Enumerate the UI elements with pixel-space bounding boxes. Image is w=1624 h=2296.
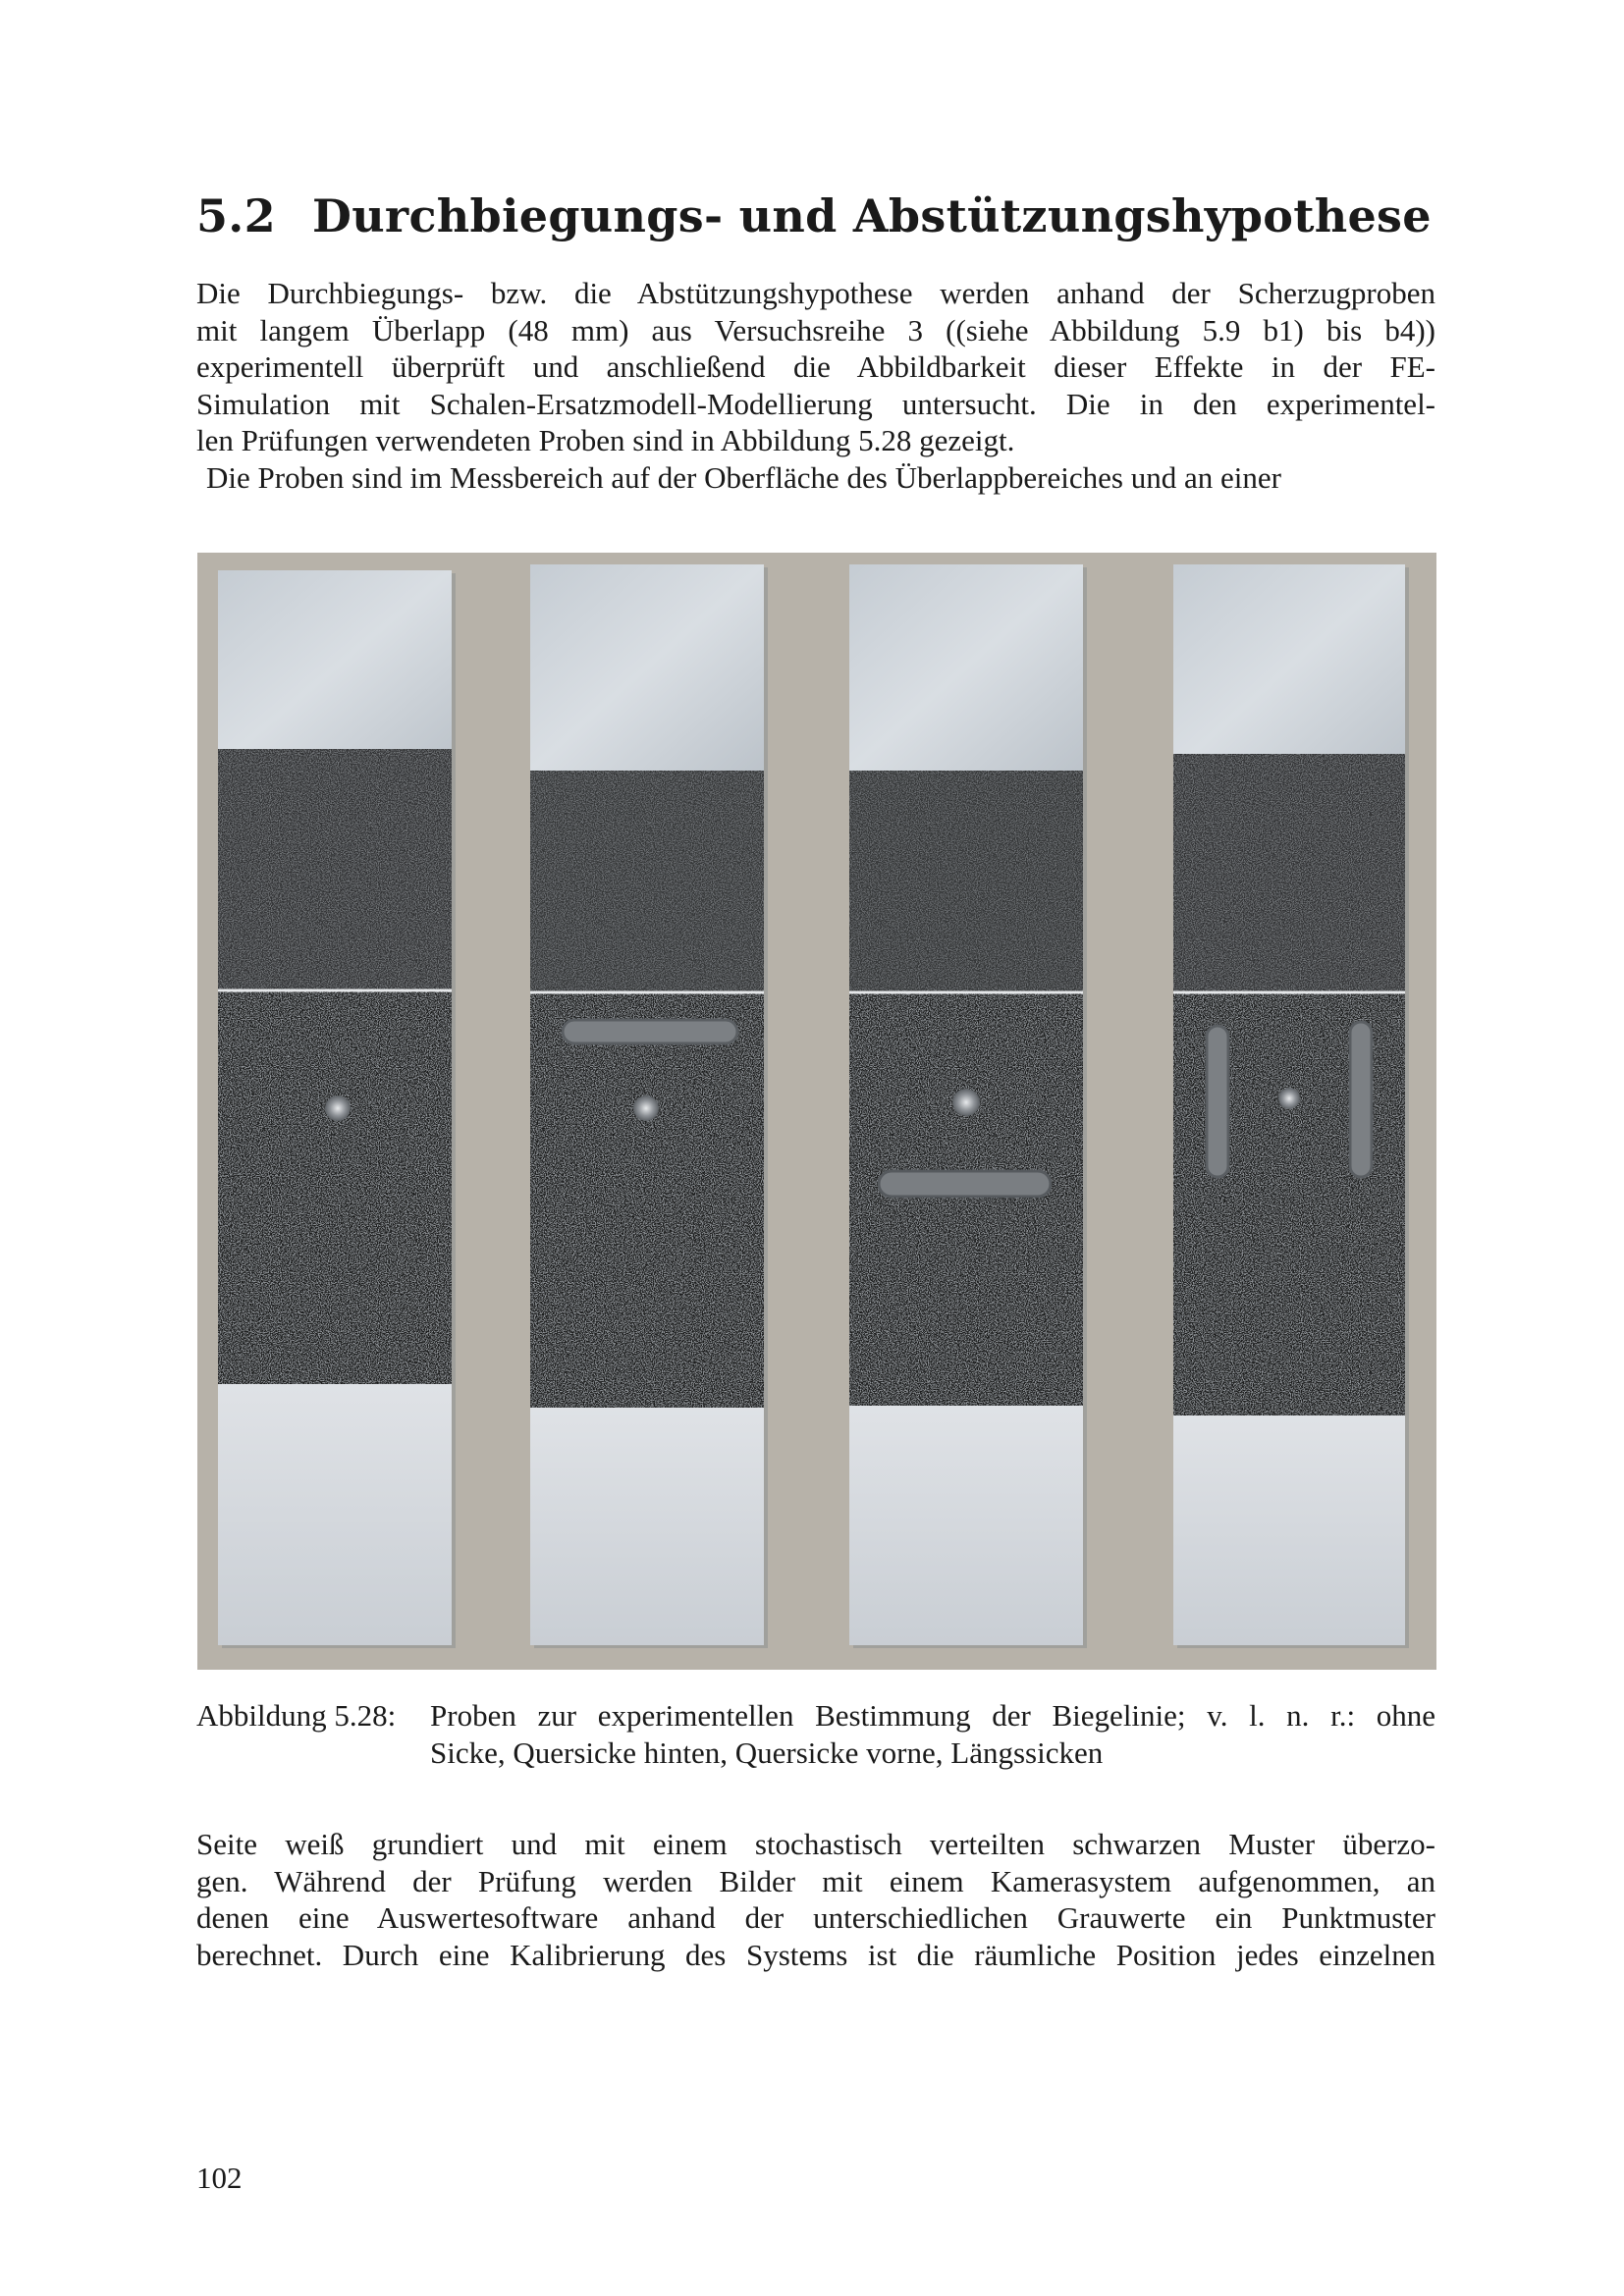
specimen-3-quersicke-vorne	[849, 564, 1087, 1648]
specimen-2-quersicke-hinten	[530, 564, 768, 1648]
paragraph-line: denen eine Auswertesoftware anhand der unterschiedlichen Grauwerte ein Punktmuster	[196, 1900, 1435, 1936]
paragraph-line: berechnet. Durch eine Kalibrierung des Systems ist die räumliche Position jedes einzelnen	[196, 1937, 1435, 1972]
section-heading	[196, 187, 1435, 245]
figure-caption	[196, 1697, 1435, 1771]
caption-line: Proben zur experimentellen Bestimmung der Biegelinie; v. l. n. r.: ohne	[430, 1698, 1435, 1733]
paragraph-line: mit langem Überlapp (48 mm) aus Versuchsreihe 3 ((siehe Abbildung 5.9 b1) bis b4))	[196, 312, 1435, 347]
section-title: Durchbiegungs- und Abstützungshypothese	[312, 189, 1432, 242]
paragraph-line: len Prüfungen verwendeten Proben sind in Abbildung 5.28 gezeigt.	[196, 423, 1015, 458]
paragraph-line: Die Durchbiegungs- bzw. die Abstützungshypothese werden anhand der Scherzugproben	[196, 276, 1435, 310]
paragraph-line: Die Proben sind im Messbereich auf der Oberfläche des Überlappbereiches und an einer	[206, 459, 1281, 495]
paragraph-line: experimentell überprüft und anschließend die Abbildbarkeit dieser Effekte in der FE-	[196, 349, 1435, 385]
section-number: 5.2	[196, 189, 276, 242]
paragraph-line: Seite weiß grundiert und mit einem stochastisch verteilten schwarzen Muster überzo-	[196, 1827, 1435, 1861]
specimen-1-ohne-sicke	[218, 570, 456, 1648]
paragraph-continued	[196, 1826, 1435, 1973]
caption-line: Sicke, Quersicke hinten, Quersicke vorne, Längssicken	[430, 1735, 1104, 1770]
specimen-4-laengssicken	[1173, 564, 1409, 1648]
page-number: 102	[196, 2161, 243, 2195]
paragraph-intro	[196, 275, 1435, 497]
specimen-photo	[197, 553, 1436, 1670]
paragraph-line: gen. Während der Prüfung werden Bilder mit einem Kamerasystem aufgenommen, an	[196, 1863, 1435, 1898]
paragraph-line: Simulation mit Schalen-Ersatzmodell-Modellierung untersucht. Die in den experimentel-	[196, 386, 1435, 421]
caption-label: Abbildung 5.28:	[196, 1698, 397, 1733]
